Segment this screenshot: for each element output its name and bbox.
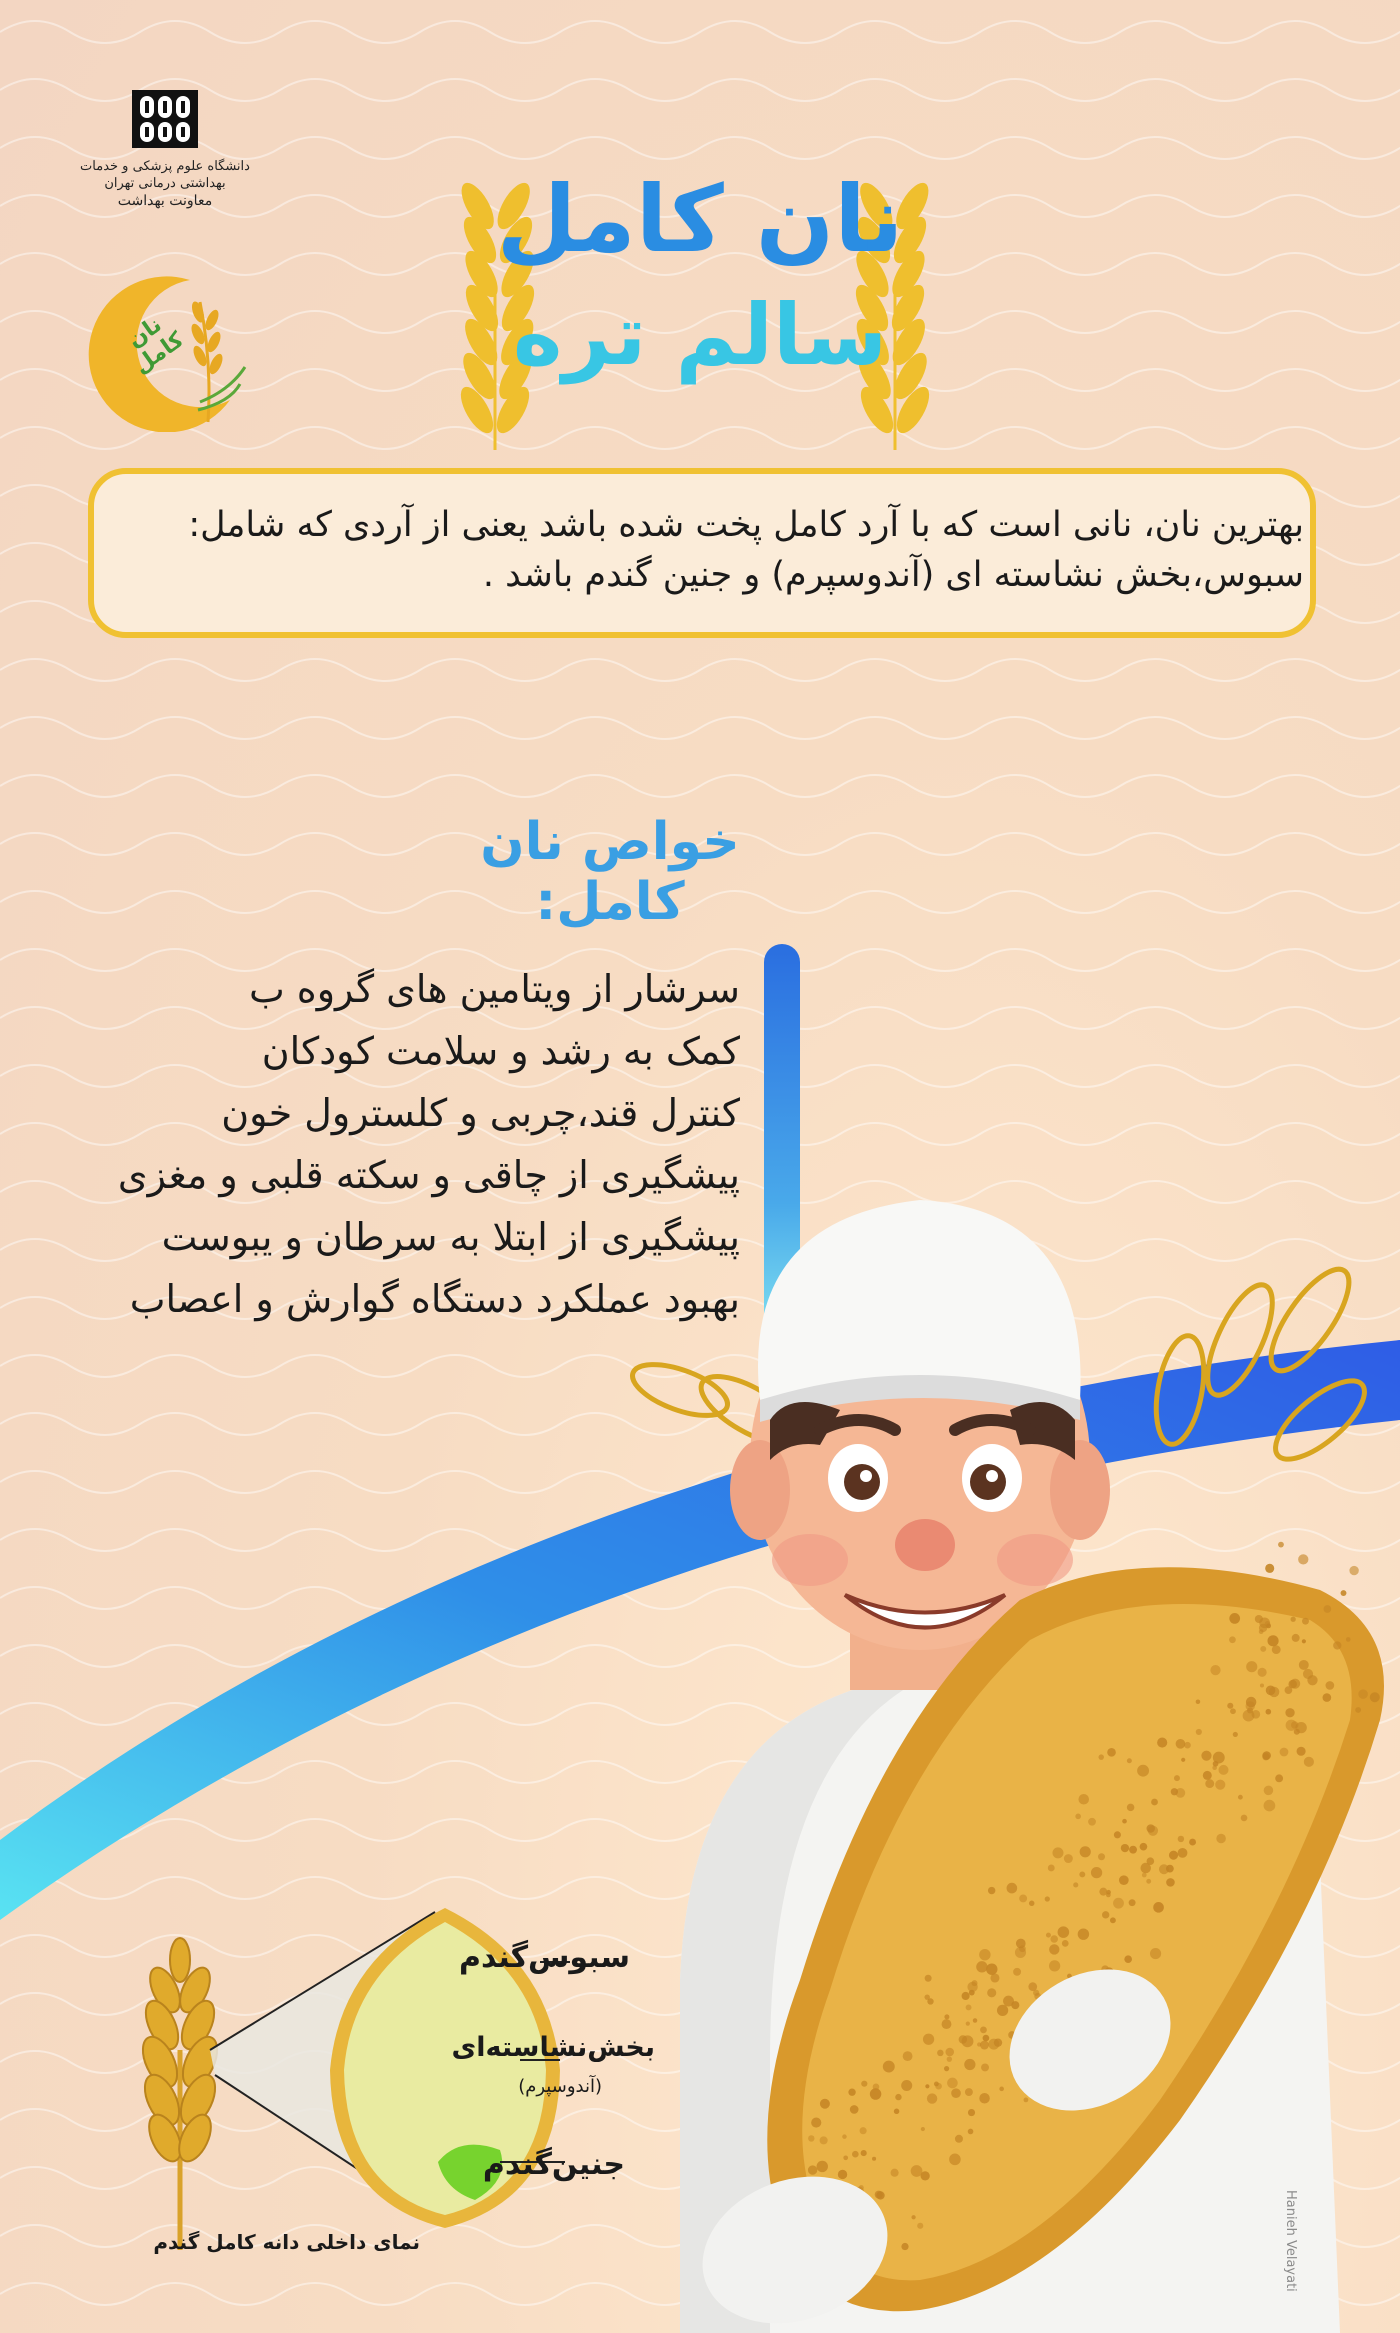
benefits-title: خواص نان کامل: — [480, 812, 740, 932]
intro-text: بهترین نان، نانی است که با آرد کامل پخت شده باشد یعنی از آردی که شامل: سبوس،بخش نشاسته ای (آندوسپرم) و جنین گندم باشد . — [188, 505, 1304, 595]
benefit-item: پیشگیری از چاقی و سکته قلبی و مغزی — [117, 1153, 740, 1197]
title-line-2: سالم تره — [512, 286, 888, 384]
benefit-item: پیشگیری از ابتلا به سرطان و یبوست — [161, 1215, 740, 1259]
label-endosperm: بخش‌نشاسته‌ای — [451, 2032, 655, 2063]
artist-credit: Hanieh Velayati — [1283, 2190, 1298, 2292]
label-germ: جنین‌گندم — [482, 2147, 625, 2182]
benefit-item: سرشار از ویتامین های گروه ب — [248, 967, 740, 1011]
university-name: دانشگاه علوم پزشکی و خدمات بهداشتی درمانی تهران — [80, 159, 250, 191]
benefit-item: کمک به رشد و سلامت کودکان — [261, 1029, 740, 1073]
label-endosperm-note: (آندوسپرم) — [518, 2076, 602, 2097]
university-department: معاونت بهداشت — [117, 193, 213, 209]
wheat-stalk-icon — [136, 1938, 224, 2250]
benefit-item: کنترل قند،چربی و کلسترول خون — [221, 1091, 740, 1135]
campaign-logo-text: نان کامل — [123, 312, 189, 380]
university-logo — [60, 88, 270, 228]
title-line-1: نان کامل — [496, 166, 904, 273]
label-bran: سبوس‌گندم — [459, 1940, 630, 1975]
diagram-caption: نمای داخلی دانه کامل گندم — [153, 2230, 420, 2254]
benefit-item: بهبود عملکرد دستگاه گوارش و اعصاب — [129, 1277, 740, 1321]
university-emblem-icon — [130, 88, 200, 150]
